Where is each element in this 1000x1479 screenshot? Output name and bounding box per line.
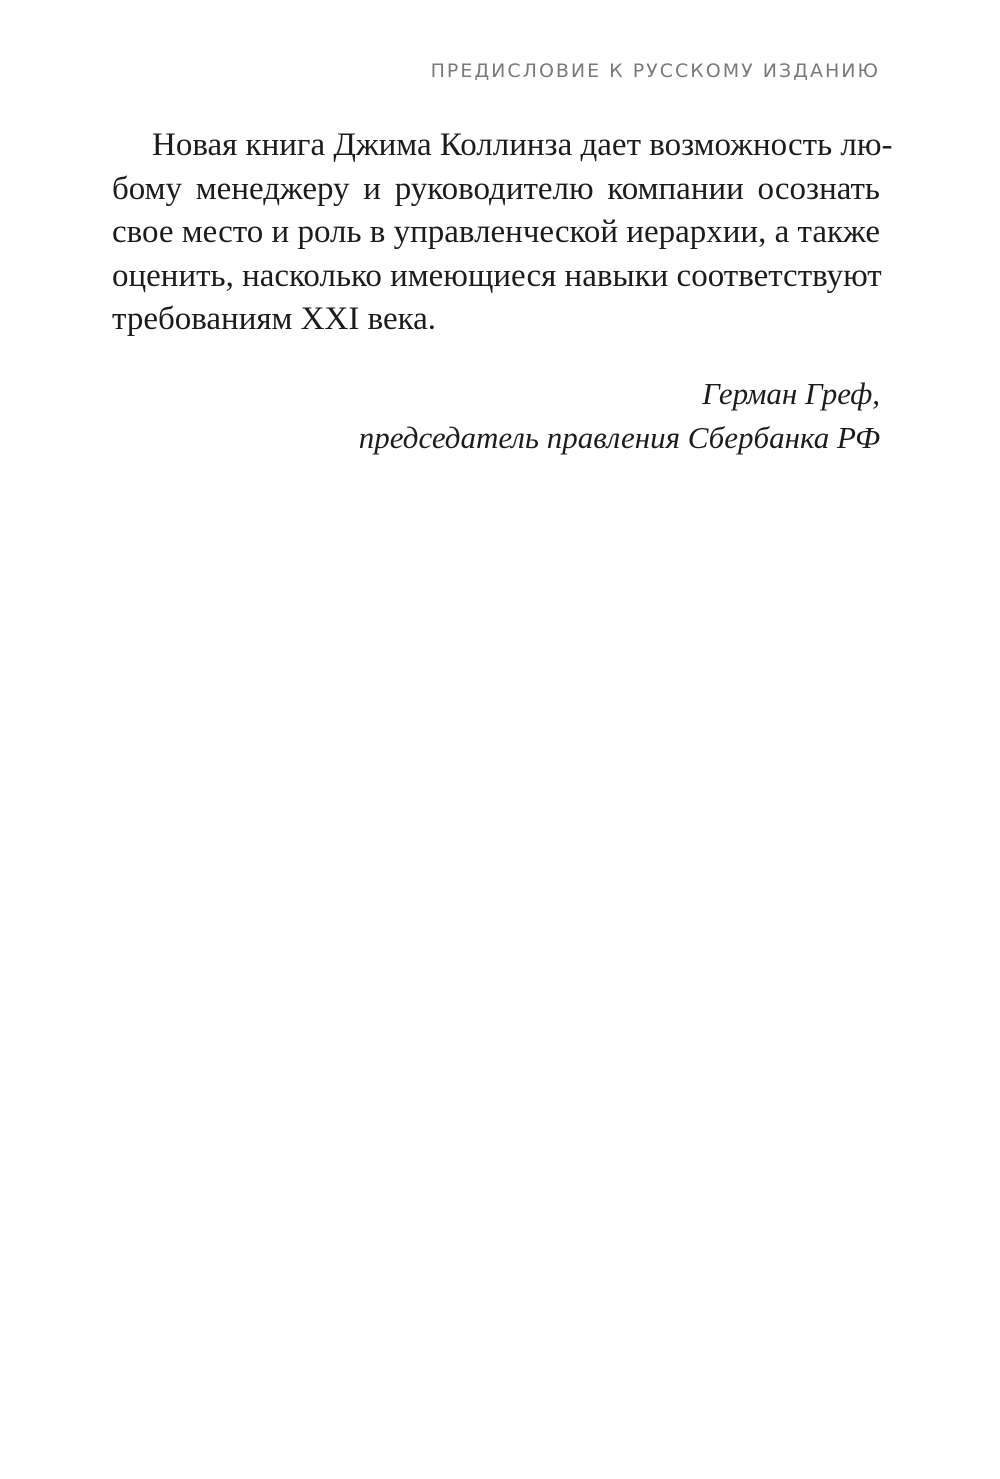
paragraph-line-1: Новая книга Джима Коллинза дает возможность лю- bbox=[152, 127, 893, 163]
paragraph-line-5: требованиям XXI века. bbox=[112, 301, 437, 337]
paragraph-line-2: бому менеджеру и руководителю компании осознать bbox=[112, 170, 880, 207]
attribution-author: Герман Греф, bbox=[702, 376, 880, 411]
paragraph-line-4: оценить, насколько имеющиеся навыки соответствуют bbox=[112, 257, 882, 294]
foreword-paragraph bbox=[112, 124, 893, 342]
running-header: ПРЕДИСЛОВИЕ К РУССКОМУ ИЗДАНИЮ bbox=[430, 60, 880, 82]
paragraph-line-3: свое место и роль в управленческой иерархии, а также bbox=[112, 214, 881, 250]
attribution-role: председатель правления Сбербанка РФ bbox=[358, 420, 880, 455]
attribution bbox=[359, 372, 880, 460]
